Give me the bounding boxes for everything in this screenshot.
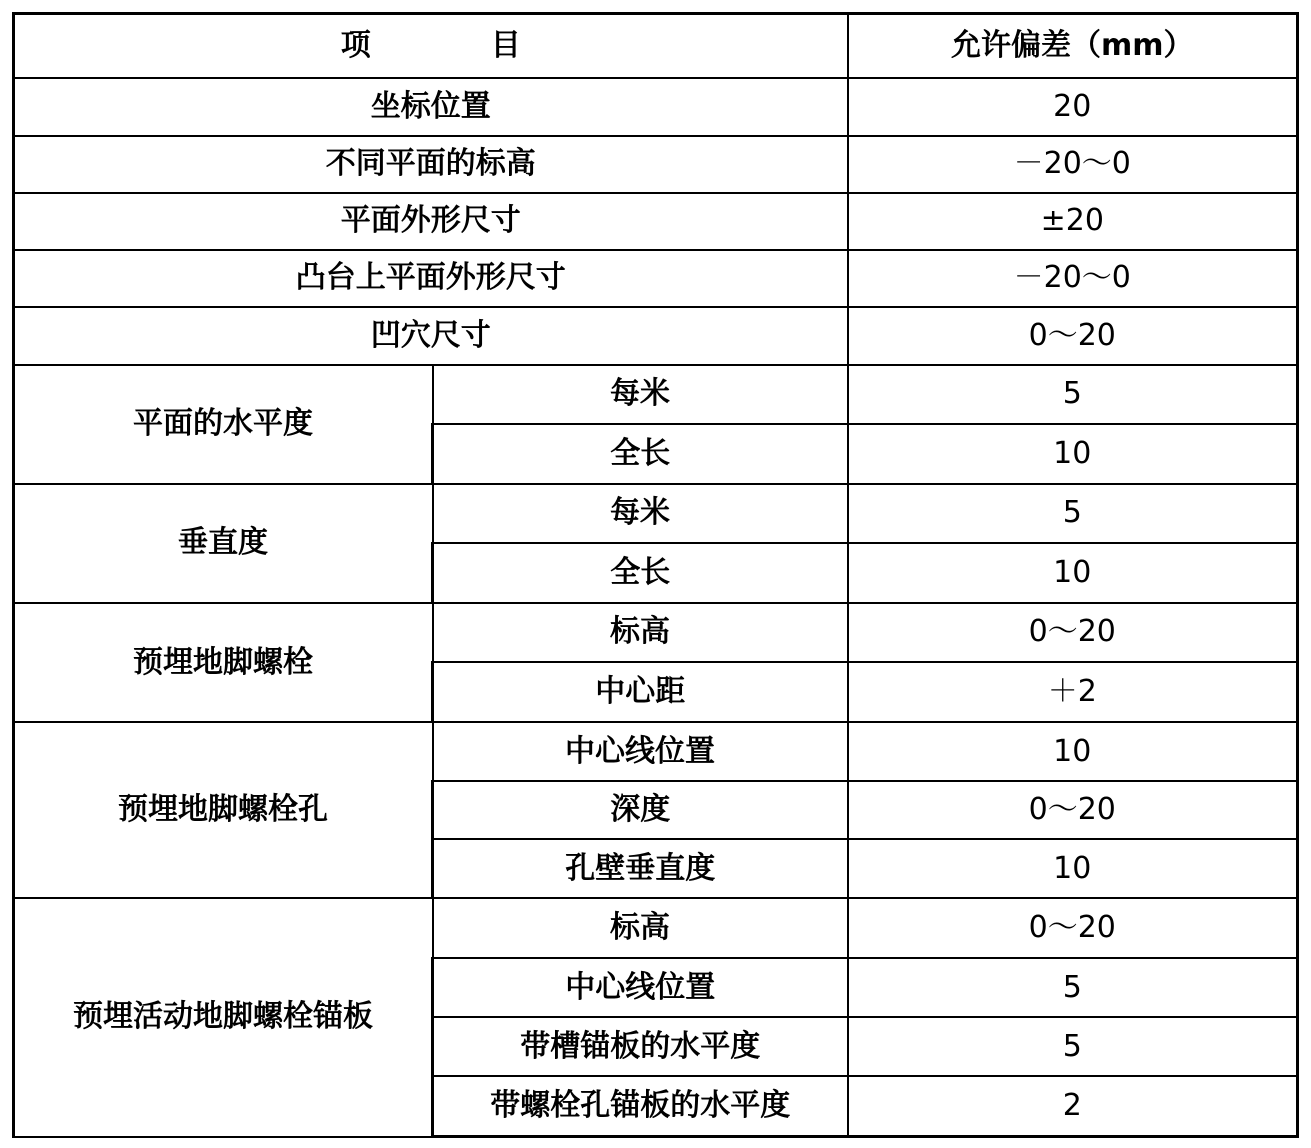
sub-item-cell: 中心距 [433,662,848,722]
value-cell: 0～20 [848,603,1298,662]
header-tolerance-cell: 允许偏差（mm） [848,14,1298,78]
sub-item-cell: 全长 [433,543,848,603]
value-cell: 5 [848,1017,1298,1076]
value-cell: －20～0 [848,250,1298,307]
header-row [14,14,1298,78]
value-cell: 0～20 [848,307,1298,365]
value-cell: －20～0 [848,136,1298,193]
sub-item-cell: 全长 [433,424,848,484]
sub-item-cell: 孔壁垂直度 [433,839,848,898]
table-row [14,365,1298,424]
group-name-cell: 预埋地脚螺栓 [14,603,433,722]
value-cell: 0～20 [848,898,1298,958]
header-item-left: 项 [340,27,426,63]
sub-item-cell: 标高 [433,898,848,958]
value-cell: 10 [848,424,1298,484]
value-cell: 0～20 [848,781,1298,839]
sub-item-cell: 每米 [433,365,848,424]
group-name-cell: 垂直度 [14,484,433,603]
value-cell: ＋2 [848,662,1298,722]
item-cell: 凸台上平面外形尺寸 [14,250,848,307]
item-cell: 平面外形尺寸 [14,193,848,250]
item-cell: 坐标位置 [14,78,848,136]
group-name-cell: 平面的水平度 [14,365,433,484]
value-cell: 10 [848,722,1298,781]
value-cell: 5 [848,365,1298,424]
header-item-label [340,27,521,63]
table-row [14,78,1298,136]
table-row [14,484,1298,543]
header-item-cell [14,14,848,78]
value-cell: 5 [848,958,1298,1017]
value-cell: 20 [848,78,1298,136]
table-row [14,307,1298,365]
table-row [14,136,1298,193]
item-cell: 不同平面的标高 [14,136,848,193]
sub-item-cell: 每米 [433,484,848,543]
table-row [14,722,1298,781]
table-row [14,603,1298,662]
sub-item-cell: 标高 [433,603,848,662]
sub-item-cell: 中心线位置 [433,722,848,781]
tolerance-table [12,12,1299,1138]
table-row [14,193,1298,250]
table-row [14,250,1298,307]
table-row [14,898,1298,958]
header-item-right: 目 [490,27,521,63]
value-cell: 10 [848,543,1298,603]
value-cell: 5 [848,484,1298,543]
sub-item-cell: 带螺栓孔锚板的水平度 [433,1076,848,1136]
sub-item-cell: 带槽锚板的水平度 [433,1017,848,1076]
value-cell: 2 [848,1076,1298,1136]
value-cell: ±20 [848,193,1298,250]
sub-item-cell: 深度 [433,781,848,839]
sub-item-cell: 中心线位置 [433,958,848,1017]
group-name-cell: 预埋活动地脚螺栓锚板 [14,898,433,1136]
group-name-cell: 预埋地脚螺栓孔 [14,722,433,898]
item-cell: 凹穴尺寸 [14,307,848,365]
value-cell: 10 [848,839,1298,898]
